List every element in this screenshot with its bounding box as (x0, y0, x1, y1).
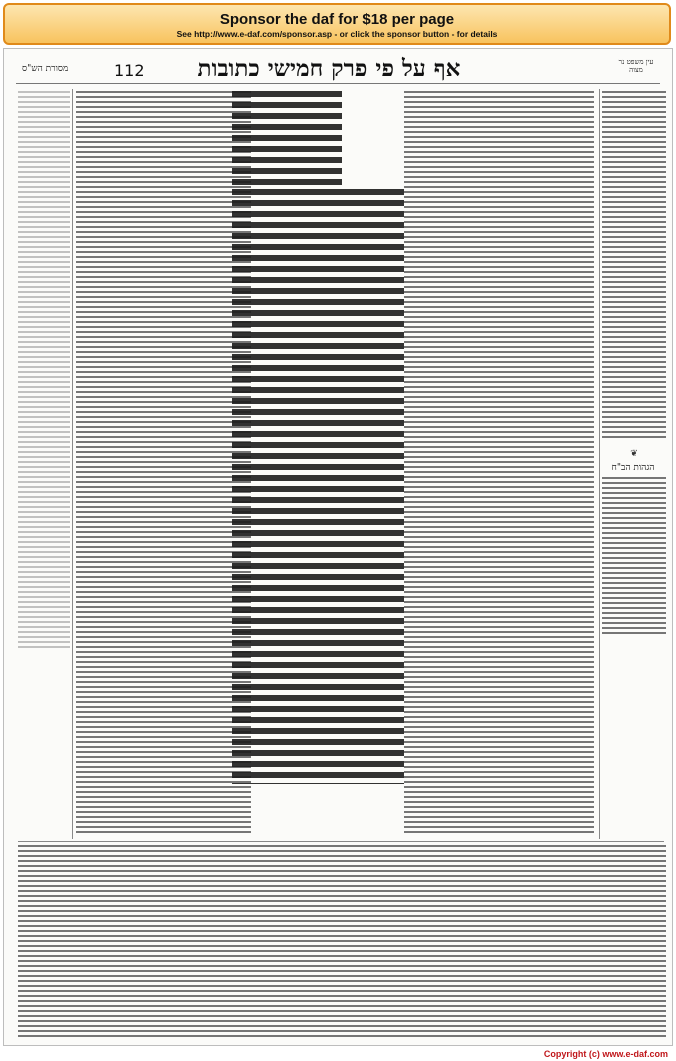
page-number: 112 (114, 61, 145, 80)
header-rule (16, 83, 660, 84)
page-header (4, 55, 672, 85)
ornament-divider: ❦ (630, 449, 638, 459)
chapter-title: אף על פי פרק חמישי כתובות (197, 55, 461, 82)
column-divider-left (72, 89, 73, 839)
gemara-text-main (232, 189, 404, 784)
ein-mishpat-label: עין משפט נר מצוה (618, 58, 654, 74)
ein-mishpat-column (602, 91, 666, 441)
sponsor-banner-subtitle: See http://www.e-daf.com/sponsor.asp - or click the sponsor button - for details (176, 29, 498, 39)
gemara-text-top (232, 91, 342, 186)
tractate-label: מסורת הש"ס (22, 64, 69, 74)
sponsor-banner-title: Sponsor the daf for $18 per page (219, 11, 455, 28)
tosafot-commentary (76, 91, 251, 836)
glosses-column (602, 477, 666, 637)
copyright-notice: Copyright (c) www.e-daf.com (543, 1049, 668, 1059)
glosses-title: הגהות הב"ח (611, 463, 655, 473)
sponsor-banner[interactable] (3, 3, 671, 45)
bottom-commentary (18, 845, 666, 1037)
bottom-section-divider (18, 841, 664, 842)
rashi-commentary (404, 91, 594, 836)
talmud-page (3, 48, 673, 1046)
masoret-hashas-column (18, 91, 70, 651)
